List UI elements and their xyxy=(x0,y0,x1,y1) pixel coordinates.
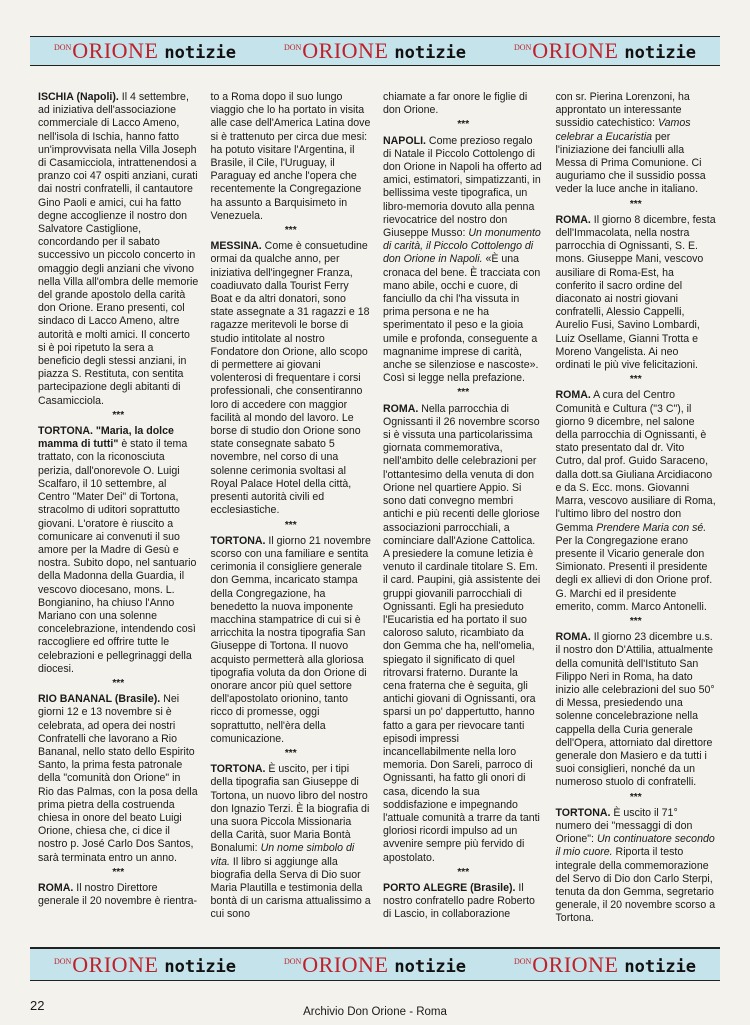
article-lead: ISCHIA (Napoli). xyxy=(38,91,119,103)
article-paragraph xyxy=(211,535,372,746)
column-3 xyxy=(377,91,550,926)
header-banner xyxy=(30,36,720,66)
article-lead: ROMA. xyxy=(555,631,591,644)
article-italic: Prendere Maria con sé. xyxy=(596,521,707,534)
article-text: to a Roma dopo il suo lungo viaggio che lo ha portato in visita alle case dell'America Latina dove si è trattenuto per circa due mesi: ha potuto visitare l'Argentina, il Brasile, il Cile, l'Uruguay, il Paraguay ed anche l'opera che recentemente la Congregazione ha assunto a Barquisimeto in Venezuela. xyxy=(210,91,371,222)
article-lead: TORTONA. xyxy=(210,763,266,776)
article-text: Il giorno 23 dicembre u.s. il nostro don D'Attilia, attualmente della comunità dell'Istituto San Filippo Neri in Roma, ha dato inizio alle celebrazioni del suo 50° di Messa, presiedendo una solenne concelebrazione nella cappella della Curia generale dell'Opera, attorniato dal direttore generale don Masiero e da tutti i suoi consiglieri, nonché da un numeroso stuolo di confratelli. xyxy=(555,631,715,789)
article-separator: *** xyxy=(112,677,125,689)
article-text: per l'iniziazione dei fanciulli alla Messa di Prima Comunione. Ci auguriamo che il sussidio possa veder la luce anche in italiano. xyxy=(555,130,706,196)
banner-orione: ORIONE xyxy=(72,951,159,977)
article-lead: NAPOLI. xyxy=(383,134,426,147)
banner-orione: ORIONE xyxy=(302,951,389,977)
article-paragraph xyxy=(556,214,717,372)
article-paragraph xyxy=(556,389,717,613)
banner-don: DON xyxy=(53,956,72,966)
article-italic: Un continuatore secondo il mio cuore. xyxy=(555,833,715,859)
column-1 xyxy=(32,91,205,926)
article-paragraph xyxy=(211,91,372,223)
banner-notizie: notizie xyxy=(394,956,467,977)
page-number: 22 xyxy=(30,998,45,1013)
article-separator: *** xyxy=(457,119,470,131)
banner-notizie: notizie xyxy=(394,43,467,63)
banner-notizie: notizie xyxy=(624,43,697,63)
article-lead: TORTONA. xyxy=(555,806,611,819)
article-paragraph xyxy=(556,807,717,926)
article-separator: *** xyxy=(112,866,125,878)
banner-orione: ORIONE xyxy=(72,38,159,63)
article-text: con sr. Pierina Lorenzoni, ha approntato un interessante sussidio catechistico: xyxy=(555,91,690,130)
banner-unit xyxy=(54,952,236,978)
banner-don: DON xyxy=(513,43,532,52)
article-text: Nella parrocchia di Ognissanti il 26 novembre scorso si è vissuta una particolarissima giornata commemorativa, nell'ambito delle celebrazioni per l'ottantesimo della venuta di don Orione nel quartiere Appio. Si sono dati convegno membri antichi e più recenti delle gloriose associazioni parrocchiali, a cominciare dall'Azione Cattolica. A presiedere la comune letizia è venuto il cardinale titolare S. Em. il card. Paupini, già assistente dei gruppi giovanili parrocchiali di Ognissanti. Egli ha presieduto l'Eucaristia ed ha portato il suo caloroso saluto, ricambiato da don Gemma che ha, nell'omelia, spiegato il significato di quel ritrovarsi fraterno. Durante la cena fraterna che è seguita, gli antichi giovani di Ognissanti, ora sparsi un po' dappertutto, hanno fatto a gara per rievocare tanti episodi impressi incancellabilmente nella loro memoria. Don Sareli, parroco di Ognissanti, ha fatto gli onori di casa, dicendo la sua soddisfazione e impegnando l'attuale comunità a trarre da tanti gloriosi ricordi impulso ad un avvenire sempre più fervido di apostolato. xyxy=(383,402,541,864)
article-text: È uscito, per i tipi della tipografia san Giuseppe di Tortona, un nuovo libro del nostro don Ignazio Terzi. È la biografia di una suora Piccola Missionaria della Carità, suor Maria Bontà Bonalumi: xyxy=(210,763,370,855)
article-paragraph xyxy=(211,763,372,921)
article-paragraph xyxy=(38,425,199,676)
banner-orione: ORIONE xyxy=(532,951,619,977)
article-text: chiamate a far onore le figlie di don Orione. xyxy=(383,91,528,117)
article-text: Il giorno 8 dicembre, festa dell'Immacolata, nella nostra parrocchia di Ognissanti, S. E. mons. Giuseppe Mani, vescovo ausiliare di Roma-Est, ha conferito il sacro ordine del diaconato ai nostri giovani confratelli, Alessio Cappelli, Aurelio Fusi, Savino Lombardi, Luiz Osellame, Gianni Trotta e Moreno Vangelista. Ai neo ordinati le più vive felicitazioni. xyxy=(555,213,716,372)
banner-notizie: notizie xyxy=(624,956,697,977)
article-separator: *** xyxy=(629,791,642,803)
article-separator: *** xyxy=(112,409,125,421)
article-separator: *** xyxy=(284,519,297,531)
article-text: Il libro si aggiunge alla biografia della Serva di Dio suor Maria Plautilla e testimonia della bontà di un carisma attualissimo a cui sono xyxy=(210,855,371,921)
article-text: È uscito il 71° numero dei "messaggi di don Orione": xyxy=(555,806,693,846)
banner-notizie: notizie xyxy=(164,43,237,63)
article-lead: RIO BANANAL (Brasile). xyxy=(38,693,161,706)
article-paragraph xyxy=(38,693,199,865)
banner-notizie: notizie xyxy=(164,956,237,977)
article-text: Il nostro confratello padre Roberto di Lascio, in collaborazione xyxy=(383,881,535,921)
column-2 xyxy=(205,91,378,926)
article-paragraph xyxy=(38,882,199,908)
article-text: «È una cronaca del bene. È tracciata con mano abile, occhi e cuore, di fanciullo da chi l'ha vissuta in prima persona e ne ha sperimentato il peso e la gioia umile e profonda, conseguente a magnanime imprese di carità, anche se silenziose e nascoste». Così si legge nella prefazione. xyxy=(383,253,541,385)
article-lead: TORTONA. "Maria, la dolce mamma di tutti" xyxy=(38,425,174,451)
article-italic: Un monumento di carità, il Piccolo Cottolengo di don Orione in Napoli. xyxy=(383,227,541,266)
article-separator: *** xyxy=(629,198,642,210)
article-text: Per la Congregazione erano presente il Vicario generale don Simionato. Presenti il presidente degli ex allievi di don Orione prof. G. Marchi ed il presidente emerito, comm. Marco Antonelli. xyxy=(555,534,713,613)
article-text: Come è consuetudine ormai da qualche anno, per iniziativa dell'ingegner Franza, coadiuvato dalla Tourist Ferry Boat e da altri donatori, sono state assegnate a 31 ragazzi e 18 ragazze meritevoli le borse di studio intitolate al nostro Fondatore don Orione, allo scopo di permettere ai giovani volenterosi di frequentare i corsi professionali, che consentiranno loro di accedere con maggior facilità al mondo del lavoro. Le borse di studio don Orione sono state consegnate sabato 5 novembre, nel corso di una solenne cerimonia svoltasi al Royal Palace Hotel della città, presenti autorità civili ed ecclesiastiche. xyxy=(210,240,370,517)
article-text: Nei giorni 12 e 13 novembre si è celebrata, ad opera dei nostri Confratelli che lavorano a Rio Bananal, nello stato dello Espirito Santo, la prima festa patronale della "comunità don Orione" in Rio das Palmas, con la posa della prima pietra della costruenda chiesa in onore del beato Luigi Orione, chiesa che, ci dice il nostro p. José Carlo Dos Santos, sarà terminata entro un anno. xyxy=(38,693,198,864)
banner-don: DON xyxy=(283,43,302,52)
article-lead: TORTONA. xyxy=(210,534,266,547)
article-paragraph xyxy=(383,135,544,386)
archive-credit: Archivio Don Orione - Roma xyxy=(303,1006,447,1018)
banner-unit xyxy=(284,952,466,978)
banner-orione: ORIONE xyxy=(302,38,389,63)
article-lead: PORTO ALEGRE (Brasile). xyxy=(383,881,516,894)
article-paragraph xyxy=(38,91,199,408)
banner-unit xyxy=(514,952,696,978)
article-paragraph xyxy=(383,882,544,922)
article-separator: *** xyxy=(457,387,470,399)
article-text: Come prezioso regalo di Natale il Piccolo Cottolengo di don Orione in Napoli ha offerto ad amici, estimatori, simpatizzanti, in bellissima veste tipografica, un libro-memoria dovuto alla penna rievocatrice del nostro don Giuseppe Musso: xyxy=(383,134,542,240)
article-italic: Un nome simbolo di vita. xyxy=(210,842,355,868)
footer-banner xyxy=(30,947,720,981)
article-text: Il 4 settembre, ad iniziativa dell'associazione commerciale di Lacco Ameno, nell'isola di Ischia, hanno fatto un'improvvisata nella Villa Joseph di Casamicciola, intrattenendosi a pranzo coi 47 ospiti anziani, curati dai nostri confratelli, il cantautore Gino Paoli e amici, cui ha fatto degne accoglienze il nostro don Salvatore Castiglione, concordando per il sabato successivo un piccolo concerto in omaggio degli anziani che vivono nella Villa all'ombra delle memorie del grande apostolo della carità don Orione. Erano presenti, col sindaco di Lacco Ameno, altre autorità e molti amici. Il concerto si è poi ripetuto la sera a beneficio degli stessi anziani, in piazza S. Restituta, con sentita partecipazione degli abitanti di Casamicciola. xyxy=(38,91,199,407)
article-lead: MESSINA. xyxy=(210,240,262,253)
article-text: Il giorno 21 novembre scorso con una familiare e sentita cerimonia il consigliere generale don Gemma, incaricato stampa della Congregazione, ha benedetto la nuova imponente macchina stampatrice di cui si è arricchita la nostra tipografia San Giuseppe di Tortona. Il nuovo acquisto permetterà alla gloriosa tipografia voluta da don Orione di onorare ancor più quel settore dell'apostolato orionino, tanto ricco di promesse, oggi soprattutto, nell'èra della comunicazione. xyxy=(210,534,371,745)
article-lead: ROMA. xyxy=(555,389,591,402)
article-lead: ROMA. xyxy=(383,402,419,415)
article-separator: *** xyxy=(629,615,642,627)
article-lead: ROMA. xyxy=(555,213,591,226)
column-4 xyxy=(550,91,723,926)
banner-unit xyxy=(54,38,236,64)
article-text: A cura del Centro Comunità e Cultura ("3 C"), il giorno 9 dicembre, nel salone della parrocchia di Ognissanti, è stato presentato dal dr. Vito Cutro, dal prof. Guido Saraceno, dalla dott.sa Giuliana Arcidiacono e da S. Ecc. mons. Giovanni Marra, vescovo ausiliare di Roma, l'ultimo libro del nostro don Gemma xyxy=(555,389,716,534)
banner-unit xyxy=(514,38,696,64)
banner-unit xyxy=(284,38,466,64)
article-columns xyxy=(32,91,722,926)
article-separator: *** xyxy=(284,747,297,759)
article-text: Riporta il testo integrale della commemorazione del Servo di Dio don Carlo Sterpi, tenuta da don Gemma, segretario generale, il 20 novembre scorso a Tortona. xyxy=(555,846,716,925)
banner-orione: ORIONE xyxy=(532,38,619,63)
article-paragraph xyxy=(556,631,717,789)
article-lead: ROMA. xyxy=(38,881,74,894)
article-text: è stato il tema trattato, con la riconosciuta perizia, dall'onorevole O. Luigi Scalfaro, il 10 settembre, al Centro "Mater Dei" di Tortona, stracolmo di uditori soprattutto giovani. L'oratore è riuscito a comunicare ai convenuti il suo amore per la Madre di Gesù e nostra. Subito dopo, nel santuario della Madonna della Guardia, il vescovo diocesano, mons. L. Bongianino, ha chiuso l'Anno Mariano con una solenne concelebrazione, intendendo così raccogliere ed offrire tutte le celebrazioni e pellegrinaggi della diocesi. xyxy=(38,438,197,675)
article-separator: *** xyxy=(629,374,642,386)
banner-don: DON xyxy=(283,956,302,966)
article-separator: *** xyxy=(457,866,470,878)
article-paragraph xyxy=(556,91,717,197)
article-text: Il nostro Direttore generale il 20 novembre è rientra- xyxy=(38,881,197,908)
banner-don: DON xyxy=(513,956,532,966)
article-paragraph xyxy=(211,240,372,517)
article-paragraph xyxy=(383,403,544,865)
article-italic: Vamos celebrar a Eucaristia xyxy=(555,117,691,143)
banner-don: DON xyxy=(53,43,72,52)
article-separator: *** xyxy=(284,225,297,237)
article-paragraph xyxy=(383,91,544,117)
